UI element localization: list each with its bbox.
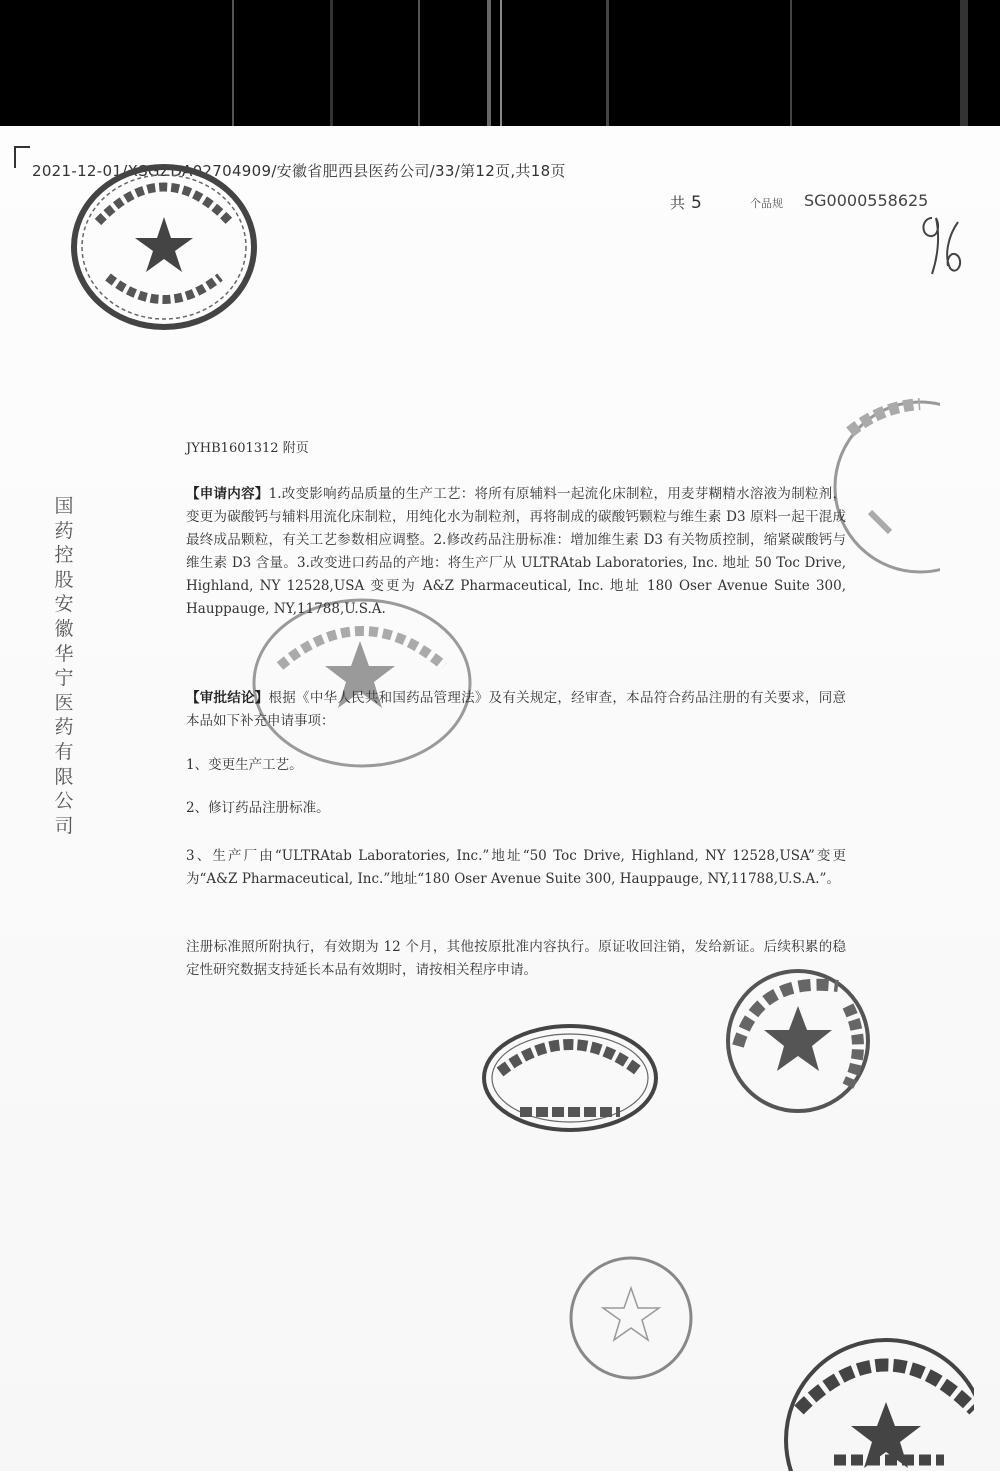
total-count: 共 5: [670, 193, 702, 213]
quality-inspection-seal: [480, 1022, 660, 1134]
pharmacy-company-seal: [774, 1330, 974, 1471]
application-heading: 【申请内容】: [186, 486, 269, 502]
manufacturer-seal: [718, 966, 870, 1116]
company-seal-right-top: [830, 392, 940, 582]
application-text: 1.改变影响药品质量的生产工艺：将所有原辅料一起流化床制粒，用麦芽糊精水溶液为制粒剂，变更为碳酸钙与辅料用流化床制粒，用纯化水为制粒剂，再将制成的碳酸钙颗粒与维生素 D3 原料一起干混成最终成品颗粒，有关工艺参数相应调整。2.修改药品注册标准：增加维生素 D3 有关物质控制，缩紧碳酸钙与维生素 D3 含量。3.改变进口药品的产地：将生产厂从 ULTRAtab Laboratories, Inc. 地址 50 Toc Drive, Highland, NY 12528,USA 变更为 A&Z Pharmaceutical, Inc. 地址 180 Oser Avenue Suite 300, Hauppauge, NY,11788,U.S.A.: [186, 486, 847, 617]
vertical-company-name: 国药控股安徽华宁医药有限公司: [54, 495, 74, 837]
approval-item: 2、修订药品注册标准。: [186, 800, 330, 816]
handwritten-number: [918, 212, 968, 282]
product-code: SG0000558625: [804, 191, 929, 210]
approval-text: 根据《中华人民共和国药品管理法》及有关规定，经审查，本品符合药品注册的有关要求，同意本品如下补充申请事项：: [186, 690, 847, 729]
document-id: JYHB1601312 附页: [186, 441, 309, 456]
corner-mark: [14, 146, 30, 168]
application-content: [186, 483, 846, 621]
company-seal-middle: [250, 596, 474, 770]
scan-top-bar: [0, 0, 1000, 126]
company-seal-top-left: [68, 162, 260, 332]
product-label: 个品规: [750, 197, 783, 210]
approval-item: 1、变更生产工艺。: [186, 757, 303, 773]
approval-heading: 【审批结论】: [186, 690, 269, 706]
approval-item: 3、生产厂由“ULTRAtab Laboratories, Inc.”地址“50 Toc Drive, Highland, NY 12528,USA”变更为“A&Z Pharmaceutical, Inc.”地址“180 Oser Avenue Suite 300, Hauppauge, NY,11788,U.S.A.”。: [186, 848, 846, 887]
closing-paragraph: 注册标准照所附执行，有效期为 12 个月，其他按原批准内容执行。原证收回注销，发给新证。后续积累的稳定性研究数据支持延长本品有效期时，请按相关程序申请。: [186, 939, 846, 978]
approval-conclusion: [186, 687, 846, 733]
faint-seal-lower: [568, 1252, 694, 1384]
record-header: 2021-12-01/XSGZDA02704909/安徽省肥西县医药公司/33/第12页,共18页: [32, 162, 566, 180]
